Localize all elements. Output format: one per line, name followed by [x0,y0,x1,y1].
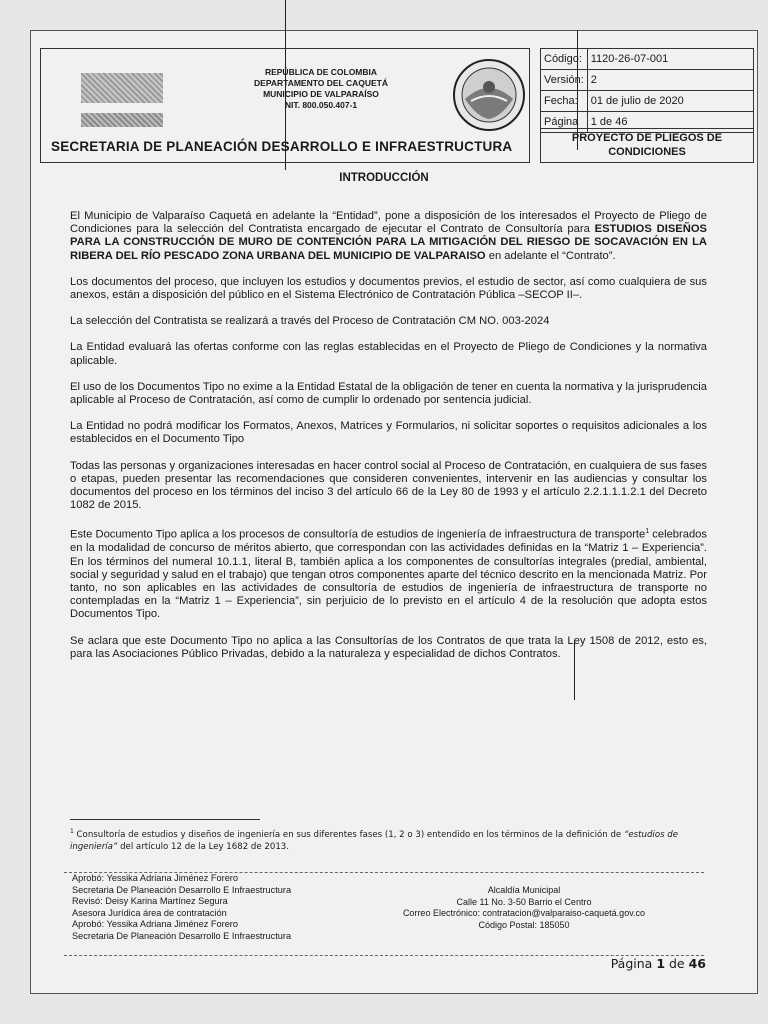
text: Este Documento Tipo aplica a los procesos de consultoría de estudios de ingeniería de infraestructura de transporte [70,529,646,542]
footnote-divider [70,819,260,820]
page-prefix: Página [610,956,657,971]
section-title: INTRODUCCIÓN [339,172,429,184]
page-value: 1 de 46 [587,112,753,133]
municipal-logo [81,73,163,103]
paragraph: El uso de los Documentos Tipo no exime a la Entidad Estatal de la obligación de tener en cuenta la normativa y la jurisprudencia aplicable al Proceso de Contratación, así como de cumplir lo ordenado por sentencia judicial. [70,380,707,407]
code-value: 1120-26-07-001 [587,49,753,70]
paragraph [70,525,707,621]
page-total: 46 [688,956,706,971]
municipal-seal-icon [451,57,527,133]
document-header [40,48,754,163]
page-number [611,956,706,971]
paragraph [70,210,707,263]
approval-list [72,873,291,943]
approval-line: Asesora Jurídica área de contratación [72,907,227,918]
approval-line: Secretaria De Planeación Desarrollo E Infraestructura [72,884,292,895]
text: El Municipio de Valparaíso Caquetá en adelante la “Entidad”, pone a disposición de los interesados el Proyecto de Pliego de Condiciones para la selección del Contratista encargado de ejecutar el Contrato de Consultoría para [70,210,707,236]
paragraph: La Entidad evaluará las ofertas conforme con las reglas establecidas en el Proyecto de Pliego de Condiciones y la normativa aplicable. [70,341,707,367]
approval-line: Aprobó: Yessika Adriana Jiménez Forero [72,919,238,930]
paragraph: Todas las personas y organizaciones interesadas en hacer control social al Proceso de Contratación, en cualquiera de sus fases o etapas, pueden presentar las recomendaciones que consideren convenientes, intervenir en las audiencias y consultar los documentos del proceso en los términos del inciso 3 del artículo 66 de la Ley 80 de 1993 y el artículo 2.2.1.1.1.2.1 del Decreto 1082 de 2015. [70,459,707,512]
contact-address: Calle 11 No. 3-50 Barrio el Centro [456,896,592,907]
footnote-number: 1 [70,828,74,835]
footnote [70,826,710,854]
header-box [40,48,530,163]
date-label: Fecha: [541,91,588,112]
footnote-italic: “estudios de ingeniería” [70,829,679,853]
nit-label: NIT. 800.050.407-1 [284,100,358,110]
paragraph: La Entidad no podrá modificar los Formatos, Anexos, Matrices y Formularios, ni solicitar soportes o requisitos adicionales a los establecidos en el Documento Tipo [70,420,707,446]
paragraph: La selección del Contratista se realizará a través del Proceso de Contratación CM NO. 003-2024 [70,315,550,328]
document-body [70,210,707,674]
version-label: Versión: [541,70,588,91]
footnote-text: del artículo 12 de la Ley 1682 de 2013. [117,842,289,853]
contact-postal: Código Postal: 185050 [478,919,570,930]
contract-object: ESTUDIOS DISEÑOS PARA LA CONSTRUCCIÓN DE MURO DE CONTENCIÓN PARA LA MITIGACIÓN DEL RIESGO DE SOCAVACIÓN EN LA RIBERA DEL RÍO PESCADO ZONA URBANA DEL MUNICIPIO DE VALPARAISO [70,223,707,262]
footnote-text: Consultoría de estudios y diseños de ingeniería en sus diferentes fases (1, 2 o 3) entendido en los términos de la definición de [73,829,624,840]
page-current: 1 [656,956,666,971]
document-control-table [540,48,754,133]
table-row [541,49,754,70]
approval-block [64,872,704,956]
secretariat-title: SECRETARIA DE PLANEACIÓN DESARROLLO E INFRAESTRUCTURA [51,139,513,154]
contact-name: Alcaldía Municipal [487,885,561,895]
page-middle: de [665,956,689,971]
municipal-logo-text [81,113,163,127]
page-label: Página [541,112,588,133]
issuer-block [216,67,426,111]
text: en adelante el “Contrato”. [485,249,616,262]
footnote-ref: 1 [645,528,650,536]
table-row [541,91,754,112]
approval-line: Aprobó: Yessika Adriana Jiménez Forero [72,873,238,883]
date-value: 01 de julio de 2020 [587,91,753,112]
contact-email: Correo Electrónico: contratacion@valparaiso-caquetá.gov.co [402,908,646,919]
republic-label: REPÚBLICA DE COLOMBIA [264,67,378,77]
project-title: PROYECTO DE PLIEGOS DE CONDICIONES [540,128,754,163]
contact-block [354,885,694,931]
text: celebrados en la modalidad de concurso de méritos abierto, que correspondan con las actividades definidas en la “Matriz 1 – Experiencia”. En los términos del numeral 10.1.1, literal B, también aplica a los componentes de consultorías integrales (predial, ambiental, social y seguridad y salud en el trabajo) que tengan otros componentes aparte del técnico descrito en la mencionada Matriz. Por tanto, no son aplicables en las actividades de consultoría de estudios de ingeniería de infraestructura de transporte no contempladas en la “Matriz 1 – Experiencia”, sin perjuicio de lo previsto en el artículo 4 de la resolución que adopta estos Documentos Tipo. [70,529,707,621]
table-row [541,70,754,91]
department-label: DEPARTAMENTO DEL CAQUETÁ [254,78,388,88]
municipality-label: MUNICIPIO DE VALPARAÍSO [263,89,379,99]
approval-line: Revisó: Deisy Karina Martínez Segura [72,896,228,907]
version-value: 2 [587,70,753,91]
approval-line: Secretaria De Planeación Desarrollo E Infraestructura [72,930,292,941]
paragraph: Los documentos del proceso, que incluyen los estudios y documentos previos, el estudio de sector, así como cualquiera de sus anexos, están a disposición del público en el Sistema Electrónico de Contratación Pública –SECOP II–. [70,275,707,302]
paragraph: Se aclara que este Documento Tipo no aplica a las Consultorías de los Contratos de que trata la Ley 1508 de 2012, esto es, para las Asociaciones Público Privadas, debido a la naturaleza y especialidad de dichos Contratos. [70,634,707,660]
code-label: Código: [541,49,588,70]
